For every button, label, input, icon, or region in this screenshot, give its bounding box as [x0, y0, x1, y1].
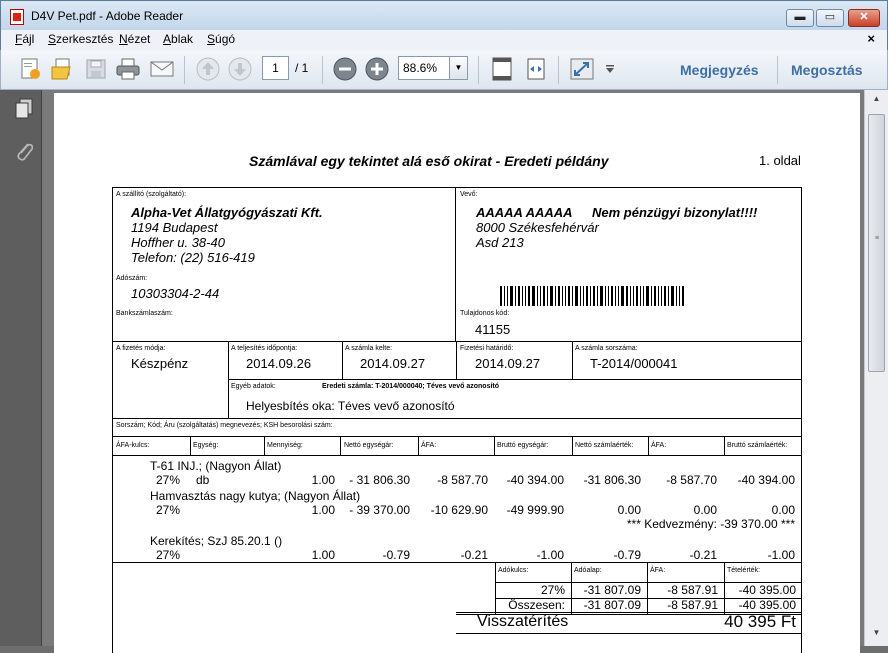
barcode	[500, 286, 726, 306]
pdf-app-icon	[10, 9, 24, 25]
item-vat-rate: 27%	[156, 473, 181, 487]
frame-line	[455, 187, 456, 341]
grand-total-value: -40 395.00	[738, 598, 796, 612]
item-gross-total: 0.00	[771, 503, 795, 517]
item-net-total: 0.00	[617, 503, 641, 517]
item-vat-rate: 27%	[156, 503, 181, 517]
barcode-bar	[597, 286, 598, 306]
barcode-bar	[608, 286, 609, 306]
col-vat: ÁFA:	[421, 442, 437, 449]
frame-line	[112, 187, 113, 653]
buyer-note: Nem pénzügyi bizonylat!!!!	[592, 205, 758, 220]
navigation-panel	[0, 90, 42, 646]
minimize-button[interactable]: ▬	[786, 9, 814, 27]
item-gross-unit-price: -40 394.00	[506, 473, 564, 487]
barcode-bar	[590, 286, 591, 306]
buyer-city: 8000 Székesfehérvár	[476, 220, 599, 235]
frame-line	[112, 562, 802, 563]
payment-label: A fizetés módja:	[116, 345, 166, 352]
frame-line	[190, 436, 191, 455]
serial-value: T-2014/000041	[590, 356, 678, 371]
sum-col-base: Adóalap:	[574, 567, 602, 574]
performance-value: 2014.09.26	[246, 356, 312, 371]
barcode-bar	[575, 286, 578, 306]
barcode-bar	[636, 286, 638, 306]
barcode-bar	[611, 286, 613, 306]
col-vat-rate: ÁFA-kulcs:	[116, 442, 150, 449]
line-items-header: Sorszám; Kód; Áru (szolgáltatás) megnevezés; KSH besorolási szám:	[116, 422, 333, 429]
barcode-bar	[522, 286, 523, 306]
col-unit: Egység:	[193, 442, 219, 449]
frame-line	[228, 379, 802, 380]
frame-line	[112, 187, 802, 188]
barcode-bar	[682, 286, 684, 306]
scroll-thumb[interactable]	[868, 114, 885, 372]
zoom-in-icon[interactable]	[363, 55, 391, 83]
frame-line	[112, 455, 802, 456]
tax-label: Adószám:	[116, 275, 148, 282]
supplier-city: 1194 Budapest	[131, 220, 218, 235]
item-net-unit-price: - 31 806.30	[349, 473, 410, 487]
issue-value: 2014.09.27	[360, 356, 426, 371]
barcode-bar	[661, 286, 662, 306]
buyer-label: Vevő:	[460, 191, 478, 198]
barcode-bar	[562, 286, 563, 306]
toolbar-separator	[478, 56, 479, 84]
page-label: 1. oldal	[759, 153, 801, 168]
col-net-unit-price: Nettó egységár:	[344, 442, 394, 449]
col-gross-total: Bruttó számlaérték:	[727, 442, 788, 449]
open-folder-icon[interactable]	[48, 55, 76, 83]
barcode-bar	[555, 286, 556, 306]
zoom-out-icon[interactable]	[331, 55, 359, 83]
frame-line	[228, 341, 229, 418]
supplier-phone: Telefon: (22) 516-419	[131, 250, 255, 265]
bank-label: Bankszámlaszám:	[116, 310, 173, 317]
grand-total-base: -31 807.09	[583, 598, 641, 612]
item-name: Kerekítés; SzJ 85.20.1 ()	[150, 534, 283, 548]
barcode-bar	[664, 286, 666, 306]
full-screen-icon[interactable]	[568, 55, 596, 83]
item-vat-unit: -10 629.90	[430, 503, 488, 517]
item-discount-note: *** Kedvezmény: -39 370.00 ***	[626, 517, 795, 531]
frame-line	[572, 341, 573, 379]
title-bar	[0, 0, 888, 30]
due-label: Fizetési határidő:	[460, 345, 514, 352]
refund-value: 40 395 Ft	[724, 612, 796, 631]
menu-file[interactable]: Fájl	[15, 32, 35, 46]
barcode-bar	[550, 286, 553, 306]
pdf-page	[54, 93, 860, 653]
barcode-bar	[668, 286, 669, 306]
attachment-icon[interactable]	[14, 140, 34, 162]
item-net-total: -0.79	[613, 548, 641, 562]
sum-col-rate: Adókulcs:	[498, 567, 529, 574]
grand-total-label: Összesen:	[508, 598, 565, 612]
barcode-bar	[593, 286, 595, 306]
frame-line	[340, 436, 341, 455]
due-value: 2014.09.27	[475, 356, 541, 371]
close-document-icon[interactable]: ×	[867, 31, 875, 46]
fit-width-icon[interactable]	[522, 55, 550, 83]
barcode-bar	[621, 286, 624, 306]
barcode-bar	[565, 286, 566, 306]
barcode-bar	[640, 286, 641, 306]
frame-line	[418, 436, 419, 455]
other-data-label: Egyéb adatok:	[231, 383, 276, 390]
barcode-bar	[618, 286, 619, 306]
document-viewport[interactable]	[42, 90, 864, 646]
buyer-name: AAAAA AAAAA	[476, 205, 573, 220]
barcode-bar	[605, 286, 606, 306]
barcode-bar	[658, 286, 659, 306]
sum-col-total: Tételérték:	[727, 567, 761, 574]
barcode-bar	[630, 286, 631, 306]
item-gross-unit-price: -49 999.90	[506, 503, 564, 517]
sum-vat: -8 587.91	[667, 583, 718, 597]
print-icon[interactable]	[114, 55, 142, 83]
share-button[interactable]: Megosztás	[791, 62, 863, 78]
pages-icon[interactable]	[14, 98, 34, 120]
toolbar-options-icon[interactable]	[600, 55, 620, 83]
toolbar-separator	[558, 56, 559, 84]
sum-base: -31 807.09	[583, 583, 641, 597]
performance-label: A teljesítés időpontja:	[231, 345, 298, 352]
frame-line	[572, 436, 573, 455]
sum-col-vat: ÁFA:	[650, 567, 666, 574]
supplier-name: Alpha-Vet Állatgyógyászati Kft.	[131, 205, 323, 220]
item-unit: db	[196, 473, 210, 487]
barcode-bar	[525, 286, 526, 306]
barcode-bar	[540, 286, 541, 306]
window-title: D4V Pet.pdf - Adobe Reader	[31, 9, 184, 23]
col-vat-total: ÁFA:	[651, 442, 667, 449]
frame-line	[724, 436, 725, 455]
frame-line	[112, 418, 802, 419]
col-gross-unit-price: Bruttó egységár:	[497, 442, 549, 449]
item-name: Hamvasztás nagy kutya; (Nagyon Állat)	[150, 489, 361, 503]
barcode-bar	[615, 286, 616, 306]
vertical-scrollbar[interactable]	[864, 90, 888, 646]
item-net-unit-price: -0.79	[382, 548, 410, 562]
item-gross-total: -1.00	[767, 548, 795, 562]
barcode-bar	[568, 286, 570, 306]
item-net-unit-price: - 39 370.00	[349, 503, 410, 517]
barcode-bar	[510, 286, 513, 306]
barcode-bar	[580, 286, 581, 306]
item-quantity: 1.00	[311, 503, 335, 517]
maximize-button[interactable]: ▭	[816, 9, 844, 27]
barcode-bar	[507, 286, 508, 306]
barcode-bar	[504, 286, 505, 306]
frame-line	[801, 187, 802, 653]
menu-window[interactable]: Ablak	[163, 32, 194, 46]
item-net-total: -31 806.30	[583, 473, 641, 487]
barcode-bar	[643, 286, 644, 306]
frame-line	[456, 341, 457, 379]
barcode-bar	[532, 286, 535, 306]
col-net-total: Nettó számlaérték:	[575, 442, 634, 449]
item-name: T-61 INJ.; (Nagyon Állat)	[150, 459, 282, 473]
barcode-bar	[676, 286, 677, 306]
barcode-bar	[528, 286, 530, 306]
tax-value: 10303304-2-44	[131, 286, 220, 301]
zoom-level-value: 88.6%	[403, 61, 438, 75]
zoom-level-select[interactable]	[398, 56, 468, 80]
menu-bar	[0, 30, 888, 50]
barcode-bar	[518, 286, 520, 306]
item-quantity: 1.00	[311, 548, 335, 562]
item-quantity: 1.00	[311, 473, 335, 487]
next-page-icon[interactable]	[226, 55, 254, 83]
barcode-bar	[500, 286, 502, 306]
grip-icon: ≡	[875, 235, 880, 242]
fit-page-icon[interactable]	[488, 55, 516, 83]
barcode-bar	[586, 286, 588, 306]
buyer-street: Asd 213	[476, 235, 524, 250]
toolbar-separator	[322, 56, 323, 84]
email-icon[interactable]	[148, 55, 176, 83]
correction-reason: Helyesbítés oka: Téves vevő azonosító	[246, 399, 455, 413]
item-vat-rate: 27%	[156, 548, 181, 562]
barcode-bar	[515, 286, 516, 306]
save-icon[interactable]	[82, 55, 110, 83]
barcode-bar	[633, 286, 634, 306]
barcode-bar	[654, 286, 656, 306]
sum-total: -40 395.00	[738, 583, 796, 597]
toolbar-separator	[184, 56, 185, 84]
barcode-bar	[583, 286, 584, 306]
item-gross-total: -40 394.00	[737, 473, 795, 487]
comment-button[interactable]: Megjegyzés	[680, 62, 759, 78]
barcode-bar	[651, 286, 652, 306]
barcode-bar	[671, 286, 674, 306]
toolbar-separator	[777, 56, 778, 84]
frame-line	[456, 633, 802, 634]
item-vat-total: -0.21	[689, 548, 717, 562]
menu-view[interactable]: Nézet	[119, 32, 151, 46]
serial-label: A számla sorszáma:	[575, 345, 638, 352]
grand-total-vat: -8 587.91	[667, 598, 718, 612]
barcode-bar	[558, 286, 560, 306]
owner-value: 41155	[475, 322, 511, 337]
owner-label: Tulajdonos kód:	[460, 310, 510, 317]
item-vat-unit: -0.21	[460, 548, 488, 562]
page-total: / 1	[295, 61, 309, 75]
page-number-input[interactable]: 1	[262, 56, 289, 80]
supplier-label: A szállító (szolgáltató):	[116, 191, 187, 198]
supplier-street: Hoffher u. 38-40	[131, 235, 225, 250]
barcode-bar	[626, 286, 628, 306]
menu-help[interactable]: Súgó	[207, 32, 236, 46]
item-gross-unit-price: -1.00	[536, 548, 564, 562]
original-invoice-reference: Eredeti számla: T-2014/000040; Téves vevő azonosító	[322, 383, 500, 390]
issue-label: A számla kelte:	[345, 345, 393, 352]
refund-label: Visszatérítés	[477, 613, 569, 630]
menu-edit[interactable]: Szerkesztés	[48, 32, 114, 46]
item-vat-total: 0.00	[693, 503, 717, 517]
previous-page-icon[interactable]	[194, 55, 222, 83]
frame-line	[112, 341, 802, 342]
item-vat-unit: -8 587.70	[437, 473, 488, 487]
barcode-bar	[543, 286, 545, 306]
payment-value: Készpénz	[131, 356, 189, 371]
frame-line	[648, 436, 649, 455]
barcode-bar	[679, 286, 680, 306]
barcode-bar	[547, 286, 548, 306]
frame-line	[264, 436, 265, 455]
barcode-bar	[537, 286, 538, 306]
create-pdf-icon[interactable]	[16, 55, 44, 83]
frame-line	[494, 436, 495, 455]
sum-rate: 27%	[540, 583, 565, 597]
close-button[interactable]: ✕	[848, 9, 880, 27]
barcode-bar	[600, 286, 603, 306]
scroll-up-icon[interactable]: ▲	[872, 94, 881, 103]
frame-line	[342, 341, 343, 379]
barcode-bar	[572, 286, 573, 306]
chevron-down-icon[interactable]: ▼	[449, 57, 467, 79]
barcode-bar	[646, 286, 649, 306]
document-title: Számlával egy tekintet alá eső okirat - Eredeti példány	[249, 153, 609, 169]
item-vat-total: -8 587.70	[666, 473, 717, 487]
frame-line	[112, 436, 802, 437]
scroll-down-icon[interactable]: ▼	[872, 628, 881, 637]
col-quantity: Mennyiség:	[267, 442, 303, 449]
